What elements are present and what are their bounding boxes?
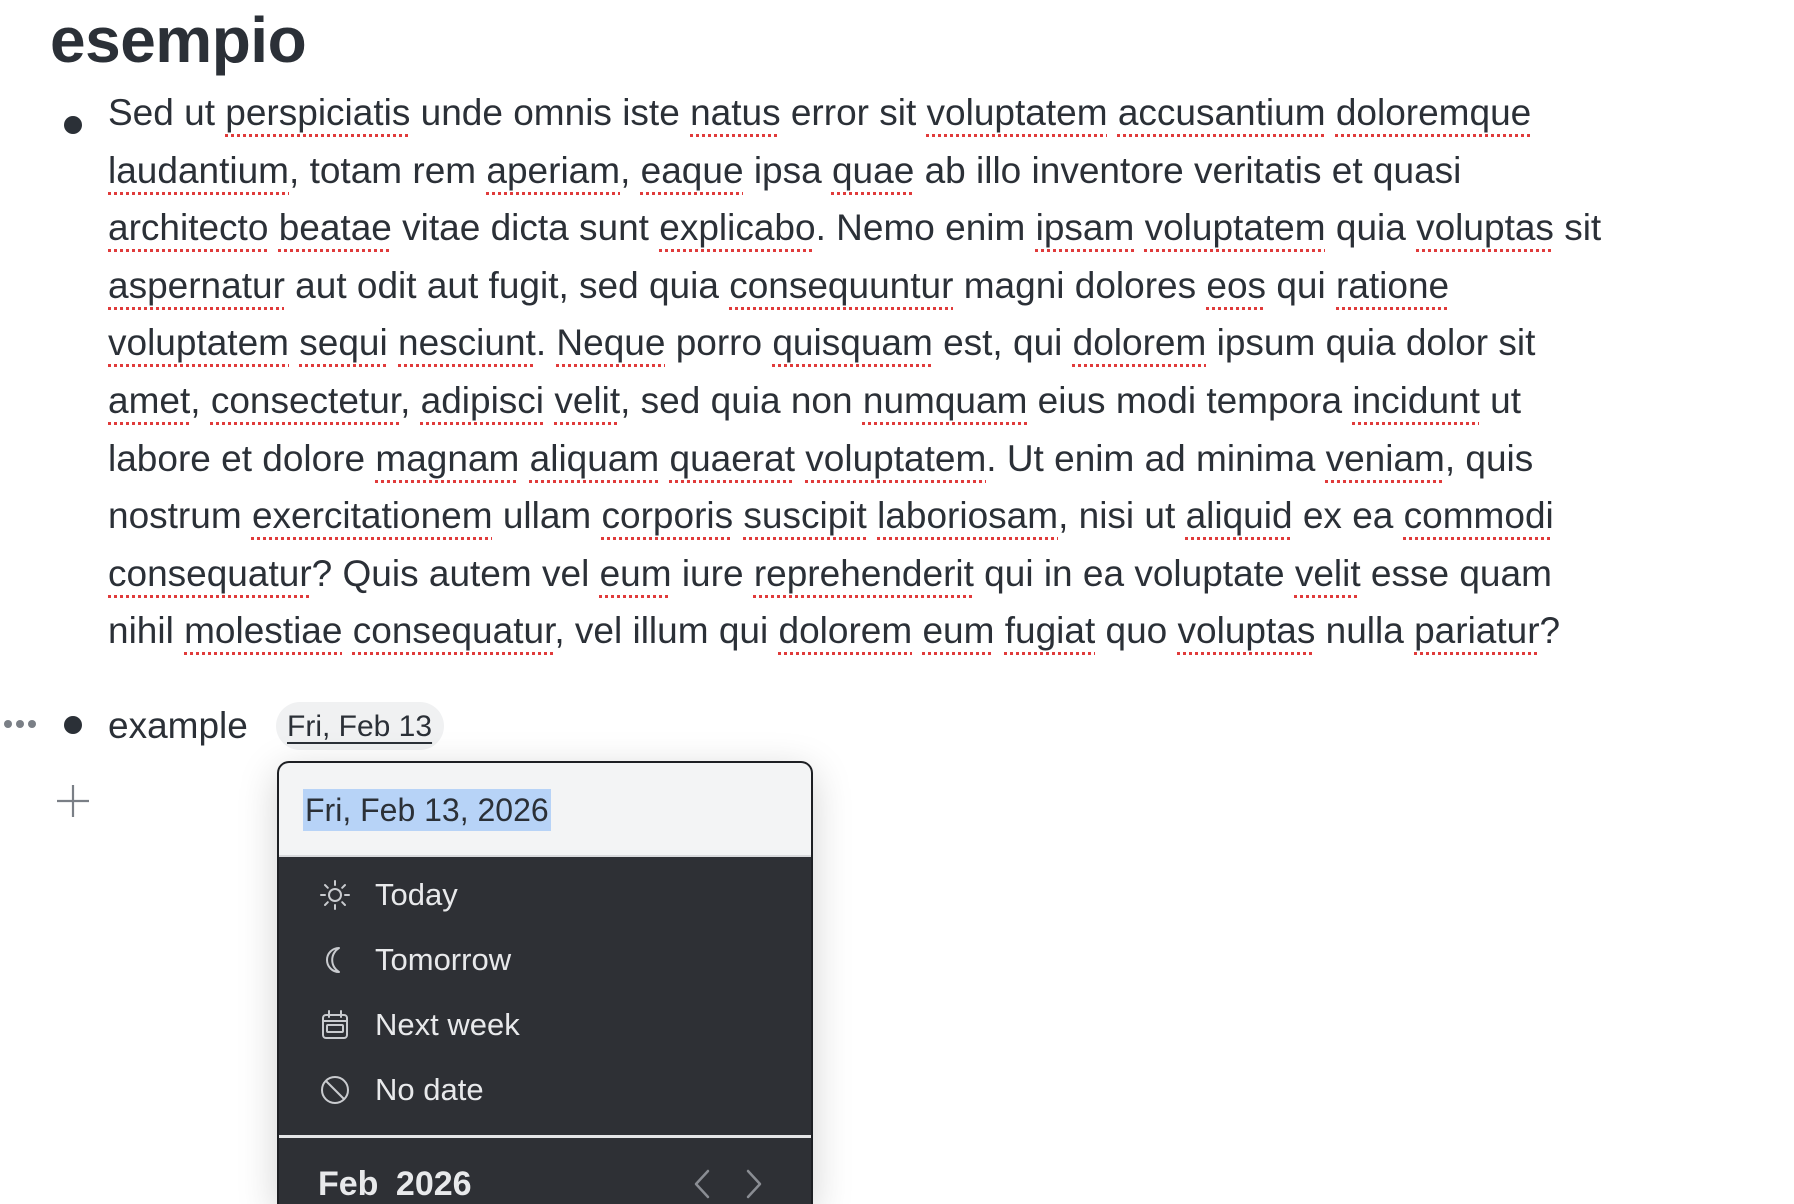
month-name: Feb <box>318 1165 379 1203</box>
misspelled-word[interactable]: aliquid <box>1185 495 1293 537</box>
text-segment <box>1326 92 1336 133</box>
text-segment: magni dolores <box>953 264 1207 306</box>
misspelled-word[interactable]: aperiam <box>486 149 621 191</box>
option-tomorrow-label: Tomorrow <box>375 941 512 977</box>
no-date-icon <box>319 1074 351 1106</box>
date-input-container <box>279 763 811 857</box>
misspelled-word[interactable]: explicabo <box>659 207 816 249</box>
misspelled-word[interactable]: incidunt <box>1352 379 1480 421</box>
text-segment: unde omnis iste <box>410 92 691 133</box>
text-segment: labore et dolore <box>108 437 376 479</box>
text-segment: , <box>190 379 211 421</box>
text-segment: ullam <box>492 495 602 537</box>
text-segment: ex ea <box>1292 495 1404 537</box>
misspelled-word[interactable]: corporis <box>601 495 734 537</box>
misspelled-word[interactable]: laudantium <box>108 149 290 191</box>
misspelled-word[interactable]: magnam <box>375 437 520 479</box>
misspelled-word[interactable]: Neque <box>556 322 666 364</box>
misspelled-word[interactable]: natus <box>690 92 781 133</box>
text-segment: eius modi tempora <box>1027 379 1353 421</box>
misspelled-word[interactable]: accusantium <box>1117 92 1326 133</box>
misspelled-word[interactable]: voluptatem <box>805 437 987 479</box>
misspelled-word[interactable]: amet <box>108 379 191 421</box>
text-segment: . Nemo enim <box>815 207 1036 249</box>
date-input[interactable]: Fri, Feb 13, 2026 <box>303 789 551 831</box>
paragraph-line <box>108 602 1708 660</box>
bullet-dot[interactable] <box>64 716 82 734</box>
text-segment: , nisi ut <box>1058 495 1186 537</box>
text-segment <box>1134 207 1144 248</box>
paragraph-line <box>108 142 1708 200</box>
misspelled-word[interactable]: ratione <box>1336 264 1450 306</box>
paragraph-line <box>108 487 1708 545</box>
page-title[interactable]: esempio <box>50 4 307 76</box>
text-segment: nihil <box>108 610 185 652</box>
quick-date-options <box>279 857 811 1122</box>
text-segment: aut odit aut fugit, sed quia <box>284 264 730 306</box>
misspelled-word[interactable]: aspernatur <box>108 264 285 306</box>
text-segment: est, qui <box>932 322 1073 364</box>
list-item-example[interactable] <box>0 696 1000 756</box>
bullet-dot[interactable] <box>64 116 82 134</box>
misspelled-word[interactable]: dolorem <box>778 610 913 652</box>
misspelled-word[interactable]: eum <box>599 552 672 594</box>
text-segment: , <box>620 149 641 191</box>
misspelled-word[interactable]: dolorem <box>1072 322 1207 364</box>
misspelled-word[interactable]: consequatur <box>352 610 555 652</box>
text-segment: ? Quis autem vel <box>311 552 600 594</box>
misspelled-word[interactable]: voluptas <box>1177 610 1316 652</box>
misspelled-word[interactable]: ipsam <box>1035 207 1135 249</box>
option-today-label: Today <box>375 876 458 912</box>
misspelled-word[interactable]: numquam <box>862 379 1028 421</box>
paragraph-line <box>108 430 1708 488</box>
previous-month-icon[interactable] <box>685 1166 721 1202</box>
text-segment: , vel illum qui <box>554 610 779 652</box>
misspelled-word[interactable]: veniam <box>1325 437 1445 479</box>
text-segment: quo <box>1095 610 1178 652</box>
misspelled-word[interactable]: aliquam <box>529 437 660 479</box>
text-segment: quia <box>1325 207 1417 249</box>
option-today[interactable] <box>279 862 811 927</box>
option-tomorrow[interactable] <box>279 927 811 992</box>
paragraph-line <box>108 545 1708 603</box>
text-segment: . Ut enim ad minima <box>986 437 1326 479</box>
text-segment <box>659 438 669 479</box>
misspelled-word[interactable]: doloremque <box>1335 92 1532 133</box>
date-chip[interactable]: Fri, Feb 13 <box>276 702 444 750</box>
year-name: 2026 <box>395 1165 472 1203</box>
text-segment: , sed quia non <box>620 379 863 421</box>
text-segment <box>912 610 922 651</box>
text-segment: . <box>535 322 557 364</box>
misspelled-word[interactable]: suscipit <box>743 495 867 537</box>
text-segment: qui in ea voluptate <box>973 552 1295 594</box>
paragraph-line <box>108 372 1708 430</box>
misspelled-word[interactable]: laboriosam <box>877 495 1059 537</box>
text-segment <box>268 207 278 248</box>
text-segment: sit <box>1553 207 1602 249</box>
text-segment <box>733 495 743 536</box>
text-segment <box>519 438 529 479</box>
misspelled-word[interactable]: exercitationem <box>251 495 493 537</box>
misspelled-word[interactable]: voluptas <box>1416 207 1554 249</box>
misspelled-word[interactable]: architecto <box>108 207 269 249</box>
next-month-icon[interactable] <box>735 1166 771 1202</box>
misspelled-word[interactable]: consequuntur <box>729 264 954 306</box>
misspelled-word[interactable]: velit <box>1294 552 1361 594</box>
text-segment: Sed ut <box>108 92 226 133</box>
paragraph-line <box>108 199 1708 257</box>
month-header <box>279 1138 811 1204</box>
paragraph-text[interactable] <box>108 84 1708 660</box>
sun-icon <box>319 879 351 911</box>
misspelled-word[interactable]: beatae <box>278 207 392 249</box>
text-segment: porro <box>665 322 773 364</box>
calendar-icon <box>319 1009 351 1041</box>
option-no-date-label: No date <box>375 1071 484 1107</box>
misspelled-word[interactable]: molestiae <box>184 610 343 652</box>
misspelled-word[interactable]: sequi <box>299 322 388 364</box>
option-next-week-label: Next week <box>375 1006 520 1042</box>
text-segment: ? <box>1539 610 1561 652</box>
text-segment <box>994 610 1004 651</box>
misspelled-word[interactable]: eaque <box>640 149 744 191</box>
text-segment: iure <box>671 552 754 594</box>
text-segment <box>544 380 554 421</box>
text-segment: nostrum <box>108 495 252 537</box>
misspelled-word[interactable]: eum <box>922 610 995 652</box>
misspelled-word[interactable]: voluptatem <box>108 322 289 364</box>
text-segment <box>289 322 299 363</box>
misspelled-word[interactable]: quae <box>831 149 915 191</box>
text-segment: ut <box>1479 379 1522 421</box>
text-segment: ipsa <box>743 149 832 191</box>
misspelled-word[interactable]: fugiat <box>1004 610 1096 652</box>
option-next-week[interactable] <box>279 992 811 1057</box>
misspelled-word[interactable]: voluptatem <box>1144 207 1326 249</box>
misspelled-word[interactable]: consequatur <box>108 552 312 594</box>
option-no-date[interactable] <box>279 1057 811 1122</box>
text-segment <box>388 322 398 363</box>
misspelled-word[interactable]: quisquam <box>772 322 933 364</box>
misspelled-word[interactable]: perspiciatis <box>225 92 411 133</box>
text-segment: , quis <box>1444 437 1534 479</box>
paragraph-line <box>108 84 1708 142</box>
text-segment: ipsum quia dolor sit <box>1206 322 1536 364</box>
text-segment <box>342 610 352 651</box>
text-segment <box>795 438 805 479</box>
misspelled-word[interactable]: adipisci <box>420 379 545 421</box>
text-segment: esse quam <box>1360 552 1552 594</box>
text-segment: ab illo inventore veritatis et quasi <box>914 149 1462 191</box>
add-item-icon[interactable] <box>56 784 90 818</box>
text-segment: qui <box>1266 264 1336 306</box>
text-segment: error sit <box>780 92 927 133</box>
month-label <box>318 1162 472 1204</box>
misspelled-word[interactable]: nesciunt <box>398 322 536 364</box>
misspelled-word[interactable]: quaerat <box>669 437 795 479</box>
text-segment: vitae dicta sunt <box>391 207 660 249</box>
text-segment: , totam rem <box>289 149 487 191</box>
misspelled-word[interactable]: velit <box>554 379 621 421</box>
date-picker-popup <box>277 761 813 1204</box>
moon-icon <box>319 944 351 976</box>
misspelled-word[interactable]: reprehenderit <box>753 552 974 594</box>
misspelled-word[interactable]: pariatur <box>1414 610 1540 652</box>
misspelled-word[interactable]: eos <box>1206 264 1267 306</box>
paragraph-line <box>108 314 1708 372</box>
text-segment <box>867 495 877 536</box>
misspelled-word[interactable]: consectetur <box>210 379 401 421</box>
misspelled-word[interactable]: commodi <box>1403 495 1554 537</box>
item-label[interactable]: example <box>108 705 248 746</box>
drag-handle-icon[interactable] <box>4 720 36 728</box>
text-segment: nulla <box>1315 610 1415 652</box>
misspelled-word[interactable]: voluptatem <box>926 92 1108 133</box>
text-segment: , <box>400 379 421 421</box>
paragraph-line <box>108 257 1708 315</box>
text-segment <box>1108 92 1118 133</box>
